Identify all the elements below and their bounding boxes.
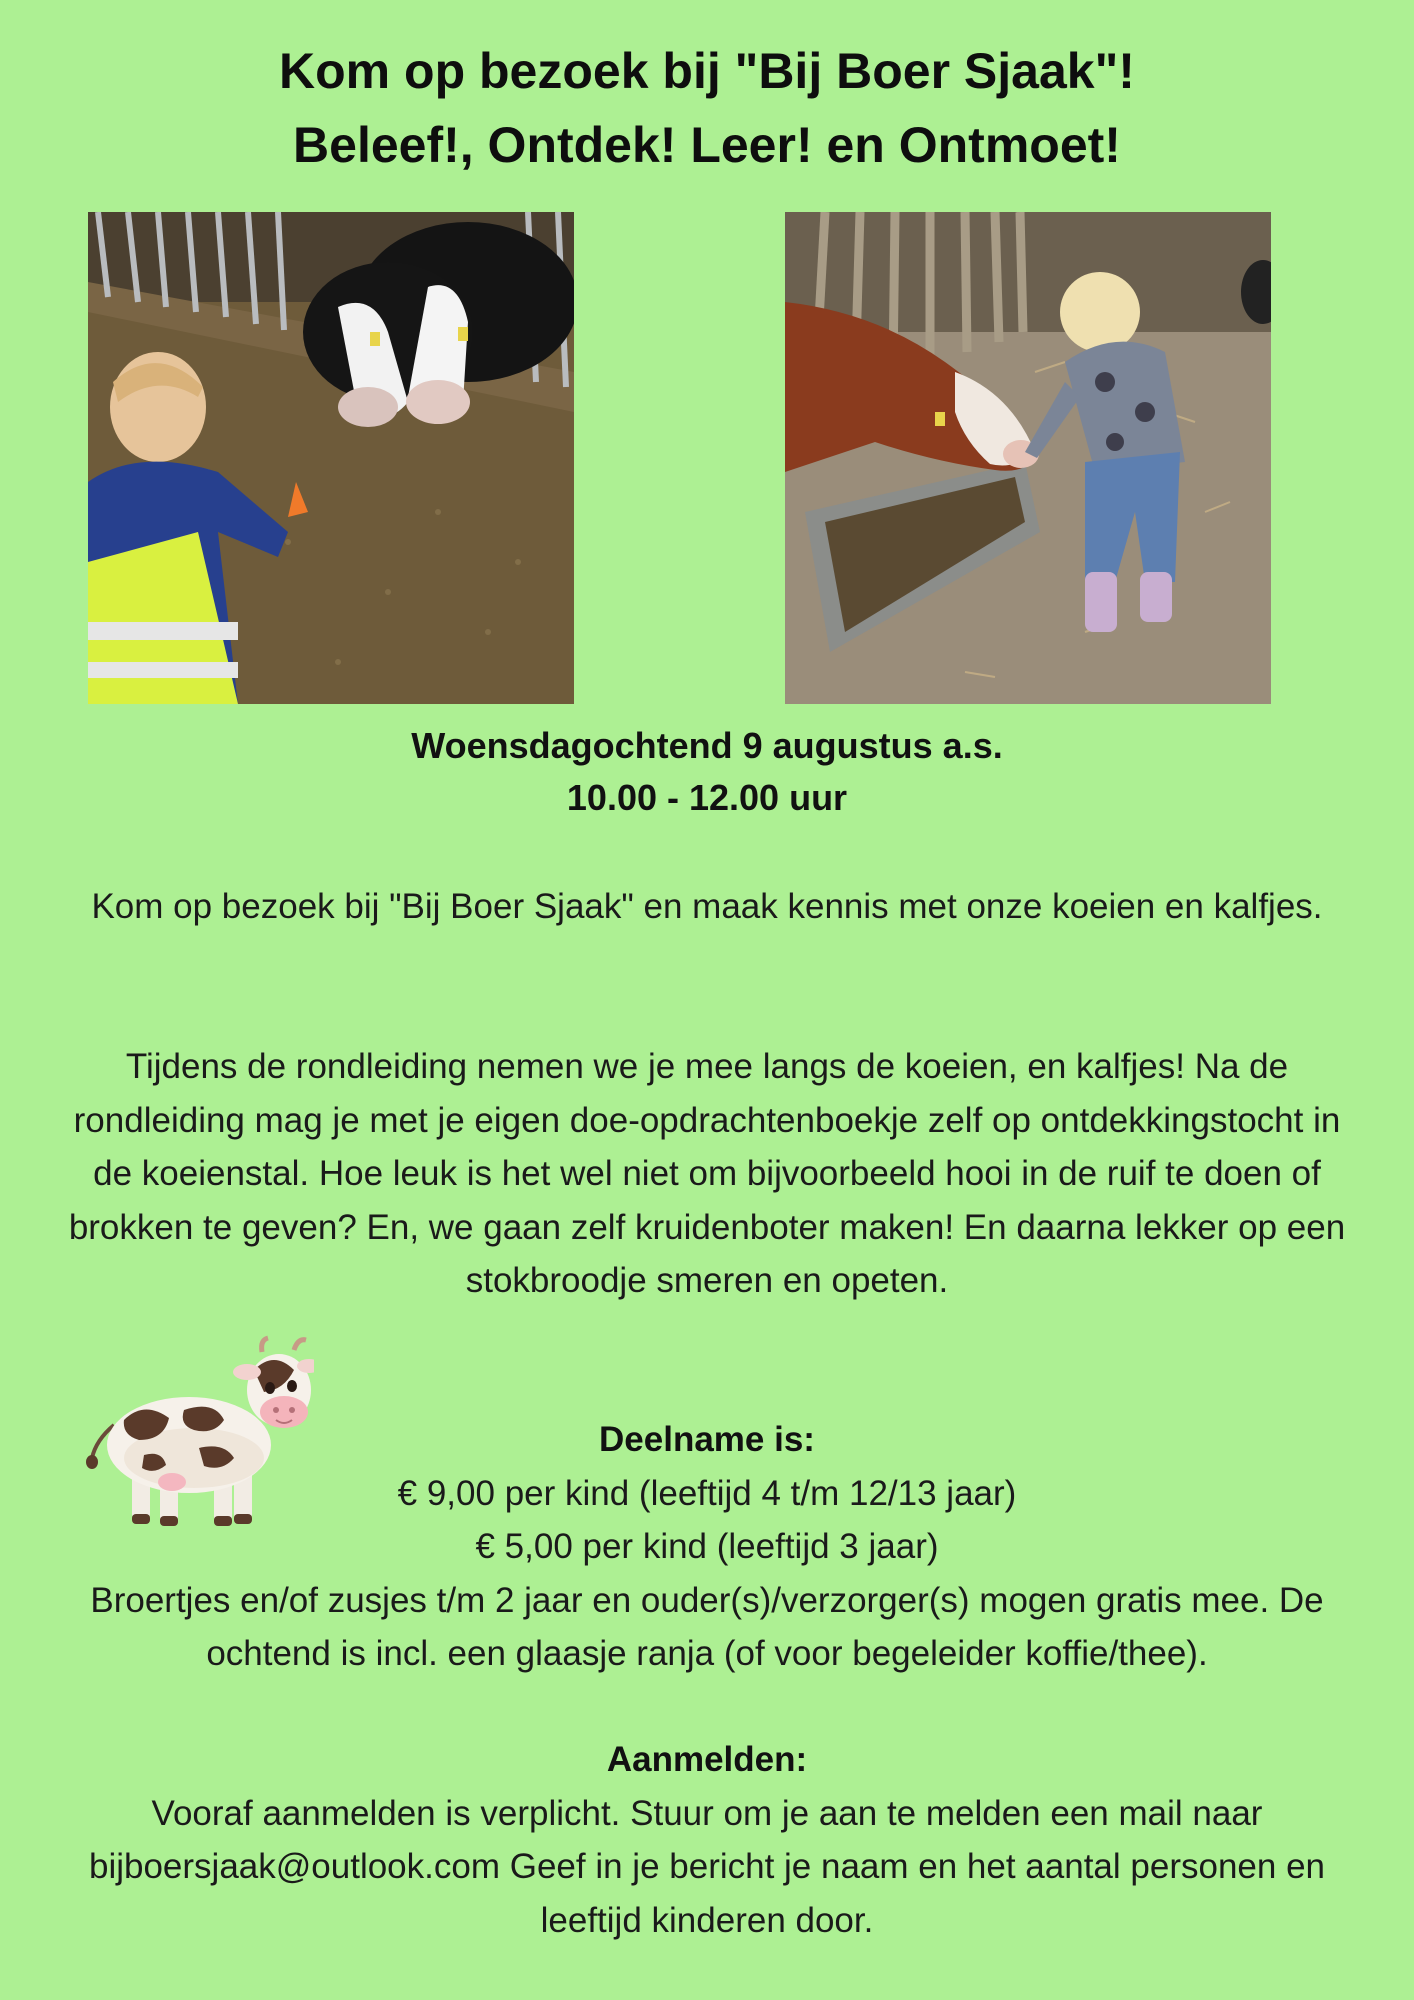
intro-paragraph: Kom op bezoek bij "Bij Boer Sjaak" en maak kennis met onze koeien en kalfjes. (91, 887, 1323, 926)
price-toddler: € 5,00 per kind (leeftijd 3 jaar) (475, 1527, 939, 1566)
signup-email[interactable]: bijboersjaak@outlook.com (88, 1847, 500, 1886)
photo-child-feeding-cows (88, 212, 574, 704)
participation-heading: Deelname is: (599, 1420, 815, 1459)
event-time: 10.00 - 12.00 uur (566, 777, 848, 818)
signup-heading: Aanmelden: (606, 1740, 808, 1779)
title-line-1: Kom op bezoek bij "Bij Boer Sjaak"! (279, 43, 1135, 99)
event-date-time (0, 720, 1414, 824)
signup-section (60, 1733, 1354, 1947)
signup-line-2: Geef in je bericht je naam en het aantal personen en leeftijd kinderen door. (500, 1847, 1325, 1940)
title-line-2: Beleef!, Ontdek! Leer! en Ontmoet! (293, 117, 1121, 173)
participation-section (60, 1413, 1354, 1681)
price-child: € 9,00 per kind (leeftijd 4 t/m 12/13 jaar) (397, 1473, 1017, 1513)
photo-girl-feeding-calf (785, 212, 1271, 704)
signup-text (60, 1787, 1354, 1948)
tour-paragraph: Tijdens de rondleiding nemen we je mee langs de koeien, en kalfjes! Na de rondleiding mag je met je eigen doe-opdrachtenboekje zelf op ontdekkingstocht in de koeienstal. Hoe leuk is het wel niet om bijvoorbeeld hooi in de ruif te doen of brokken te geven? En, we gaan zelf kruidenboter maken! En daarna lekker op een stokbroodje smeren en opeten. (68, 1047, 1346, 1300)
signup-line-1: Vooraf aanmelden is verplicht. Stuur om je aan te melden een mail naar (151, 1793, 1263, 1833)
event-date: Woensdagochtend 9 augustus a.s. (411, 725, 1003, 766)
page-title (0, 34, 1414, 182)
participation-note: Broertjes en/of zusjes t/m 2 jaar en ouder(s)/verzorger(s) mogen gratis mee. De ochtend is incl. een glaasje ranja (of voor begeleider koffie/thee). (90, 1580, 1324, 1673)
